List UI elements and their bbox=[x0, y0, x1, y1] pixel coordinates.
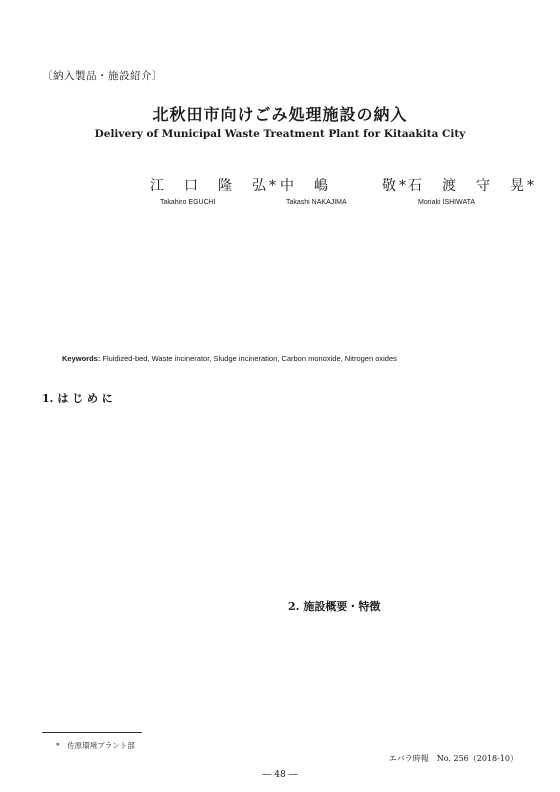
keywords-label: Keywords: bbox=[62, 354, 101, 363]
abstract-area bbox=[42, 212, 518, 338]
author-eguchi bbox=[150, 175, 279, 206]
author-name-en: Moriaki ISHIWATA bbox=[418, 199, 476, 206]
title-japanese: 北秋田市向けごみ処理施設の納入 bbox=[152, 105, 408, 124]
page-number: ― 48 ― bbox=[262, 770, 298, 780]
keywords bbox=[62, 354, 397, 363]
body-column-left bbox=[42, 386, 274, 406]
author-name-en: Takahiro EGUCHI bbox=[160, 199, 216, 206]
section-heading-facility-overview: 2. 施設概要・特徴 bbox=[288, 600, 381, 613]
author-name-ja: 中 嶋 敬* bbox=[280, 178, 409, 194]
title-english: Delivery of Municipal Waste Treatment Plant for Kitaakita City bbox=[94, 128, 466, 140]
author-name-en: Takashi NAKAJIMA bbox=[286, 199, 347, 206]
author-name-ja: 石 渡 守 晃* bbox=[408, 178, 537, 194]
author-nakajima bbox=[280, 175, 409, 206]
section-heading-introduction: 1. は じ め に bbox=[42, 392, 113, 405]
journal-footer: エバラ時報 No. 256（2018-10） bbox=[388, 754, 518, 763]
author-ishiwata bbox=[408, 175, 537, 206]
keywords-text: Fluidized-bed, Waste incinerator, Sludge incineration, Carbon monoxide, Nitrogen oxides bbox=[100, 354, 397, 363]
article-category: 〔納入製品・施設紹介〕 bbox=[42, 70, 163, 82]
author-name-ja: 江 口 隆 弘* bbox=[150, 178, 279, 194]
footnote-divider bbox=[42, 732, 142, 733]
footnote-affiliation: * 佐原環境プラント部 bbox=[56, 741, 135, 750]
